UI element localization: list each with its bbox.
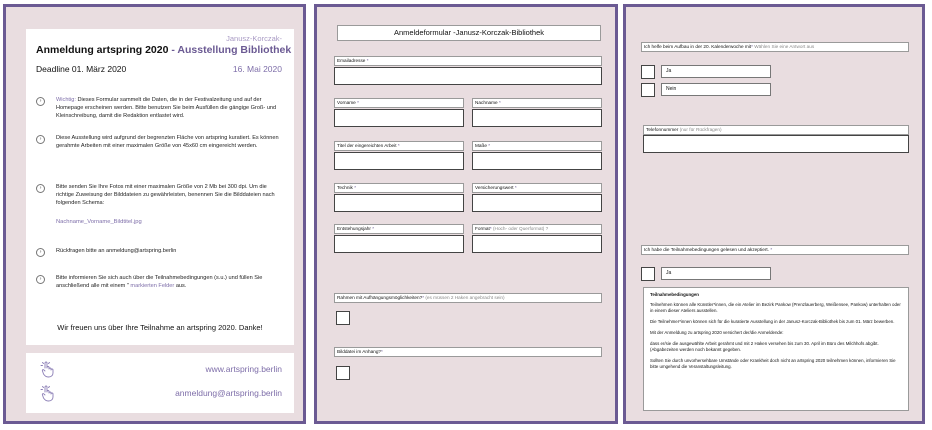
aufbau-label: Ich helfe beim Aufbau in der 20. Kalenderwoche mit* Wählen Sie eine Antwort aus bbox=[641, 42, 909, 52]
masse-label: Maße * bbox=[472, 141, 602, 151]
curated-text: Diese Ausstellung wird aufgrund der begrenzten Fläche von artspring kuratiert. Es können gerahmte Arbeiten mit einer maximalen Größe von 45x60 cm eingereicht werden. bbox=[56, 135, 279, 149]
bilddatei-checkbox[interactable] bbox=[336, 366, 350, 380]
pointing-hand-icon bbox=[40, 360, 56, 378]
format-label: Format* (Hoch- oder Querformat) ? bbox=[472, 224, 602, 234]
form-panel bbox=[314, 4, 618, 424]
website-link[interactable]: www.artspring.berlin bbox=[205, 364, 282, 374]
terms-paragraph: Teilnehmen können alle Künstler*innen, die ein Atelier im Bezirk Pankow (Prenzlauerberg, Weißensee, Pankow) unterhalten oder in einem dieser Ateliers ausstellen. bbox=[650, 302, 901, 313]
form-panel-2 bbox=[623, 4, 925, 424]
nachname-field[interactable] bbox=[472, 109, 602, 127]
supertitle: Janusz-Korczak- bbox=[226, 34, 282, 43]
title-accent: Ausstellung Bibliothek bbox=[177, 44, 292, 56]
versicherung-field[interactable] bbox=[472, 194, 602, 212]
intro-card bbox=[26, 29, 294, 345]
arrow-right-icon: › bbox=[36, 275, 45, 284]
important-text: Dieses Formular sammelt die Daten, die in der Festivalzeitung und auf der Homepage erscheinen werden. Bitte benutzen Sie beim Ausfüllen die gängige Groß- und Kleinschreibung, damit die Redaktion entlastet wird. bbox=[56, 97, 277, 119]
page-title bbox=[36, 44, 291, 56]
arrow-right-icon: › bbox=[36, 184, 45, 193]
arrow-right-icon: › bbox=[36, 97, 45, 106]
marked-fields-highlight: markierten Felder bbox=[128, 282, 175, 289]
masse-field[interactable] bbox=[472, 152, 602, 170]
conditions-text-a: Bitte informieren Sie sich auch über die Teilnahmebedingungen (s.u.) und füllen Sie anschließend alle mit einem " bbox=[56, 275, 263, 289]
email-label: Emailadresse * bbox=[334, 56, 602, 66]
website-row bbox=[36, 359, 282, 381]
thanks-message: Wir freuen uns über Ihre Teilnahme an artspring 2020. Danke! bbox=[57, 323, 263, 332]
format-field[interactable] bbox=[472, 235, 602, 253]
titel-field[interactable] bbox=[334, 152, 464, 170]
agree-label: Ich habe die Teilnahmebedingungen gelesen und akzeptiert. * bbox=[641, 245, 909, 255]
bilddatei-label: Bilddatei im Anhang?* bbox=[334, 347, 602, 357]
versicherung-label: Versicherungswert * bbox=[472, 183, 602, 193]
terms-paragraph: Mit der Anmeldung zu artspring 2020 versichert der/die Anmeldende: bbox=[650, 330, 784, 335]
email-field[interactable] bbox=[334, 67, 602, 85]
email-row bbox=[36, 383, 282, 405]
agree-checkbox[interactable] bbox=[641, 267, 655, 281]
terms-paragraph: Die Teilnehmer*innen können sich für die kuratierte Ausstellung in der Janusz-Korczak-Bibliothek bis zum 01. März bewerben. bbox=[650, 319, 895, 324]
terms-heading: Teilnahmebedingungen bbox=[650, 292, 699, 297]
event-date: 16. Mai 2020 bbox=[232, 64, 282, 74]
photos-text: Bitte senden Sie Ihre Fotos mit einer maximalen Größe von 2 Mb bei 300 dpi. Um die richtige Zuweisung der Bilddateien zu gewährleisten, benennen Sie die Bilddateien nach folgenden Schema: bbox=[56, 184, 275, 206]
aufbau-ja-checkbox[interactable] bbox=[641, 65, 655, 79]
titel-label: Titel der eingereichten Arbeit * bbox=[334, 141, 464, 151]
form-title: Anmeldeformular -Janusz-Korczak-Bibliothek bbox=[337, 25, 601, 41]
aufbau-nein-option[interactable]: Nein bbox=[661, 83, 771, 96]
vorname-field[interactable] bbox=[334, 109, 464, 127]
aufbau-nein-checkbox[interactable] bbox=[641, 83, 655, 97]
contact-card bbox=[26, 353, 294, 413]
vorname-label: Vorname * bbox=[334, 98, 464, 108]
aufbau-ja-option[interactable]: Ja bbox=[661, 65, 771, 78]
entstehung-field[interactable] bbox=[334, 235, 464, 253]
terms-box bbox=[643, 287, 909, 411]
rahmen-label: Rahmen mit Aufhängungsmöglichkeiten?* (es müssen 2 Haken angebracht sein) bbox=[334, 293, 602, 303]
title-main: Anmeldung artspring 2020 bbox=[36, 44, 169, 56]
info-panel bbox=[3, 4, 306, 424]
agree-option[interactable]: Ja bbox=[661, 267, 771, 280]
email-link[interactable]: anmeldung@artspring.berlin bbox=[175, 388, 282, 398]
entstehung-label: Entstehungsjahr * bbox=[334, 224, 464, 234]
important-highlight: Wichtig: bbox=[56, 97, 76, 103]
deadline-label: Deadline 01. März 2020 bbox=[36, 64, 127, 74]
conditions-text-b: aus. bbox=[174, 282, 187, 289]
rahmen-checkbox[interactable] bbox=[336, 311, 350, 325]
telefon-label: Telefonnummer (nur für Rückfragen) bbox=[643, 125, 909, 135]
arrow-right-icon: › bbox=[36, 248, 45, 257]
filename-schema: Nachname_Vorname_Bildtitel.jpg bbox=[56, 219, 142, 225]
telefon-field[interactable] bbox=[643, 135, 909, 153]
technik-field[interactable] bbox=[334, 194, 464, 212]
nachname-label: Nachname * bbox=[472, 98, 602, 108]
terms-paragraph: Sollten Sie durch unvorhersehbare Umstände oder Krankheit doch nicht an artspring 2020 teilnehmen können, informieren Sie bitte umgehend die Veranstaltungsleitung. bbox=[650, 358, 896, 369]
pointing-hand-icon bbox=[40, 384, 56, 402]
title-separator: - bbox=[168, 44, 178, 56]
terms-paragraph: dass er/sie die ausgewählte Arbeit gerahmt und mit 2 Haken versehen bis zum 30. April im Büro des Milchhofs abgibt. (Abgabezeiten werden noch bekannt gegeben. bbox=[650, 341, 879, 352]
questions-text: Rückfragen bitte an anmeldung@artspring.berlin bbox=[56, 248, 177, 254]
technik-label: Technik * bbox=[334, 183, 464, 193]
arrow-right-icon: › bbox=[36, 135, 45, 144]
